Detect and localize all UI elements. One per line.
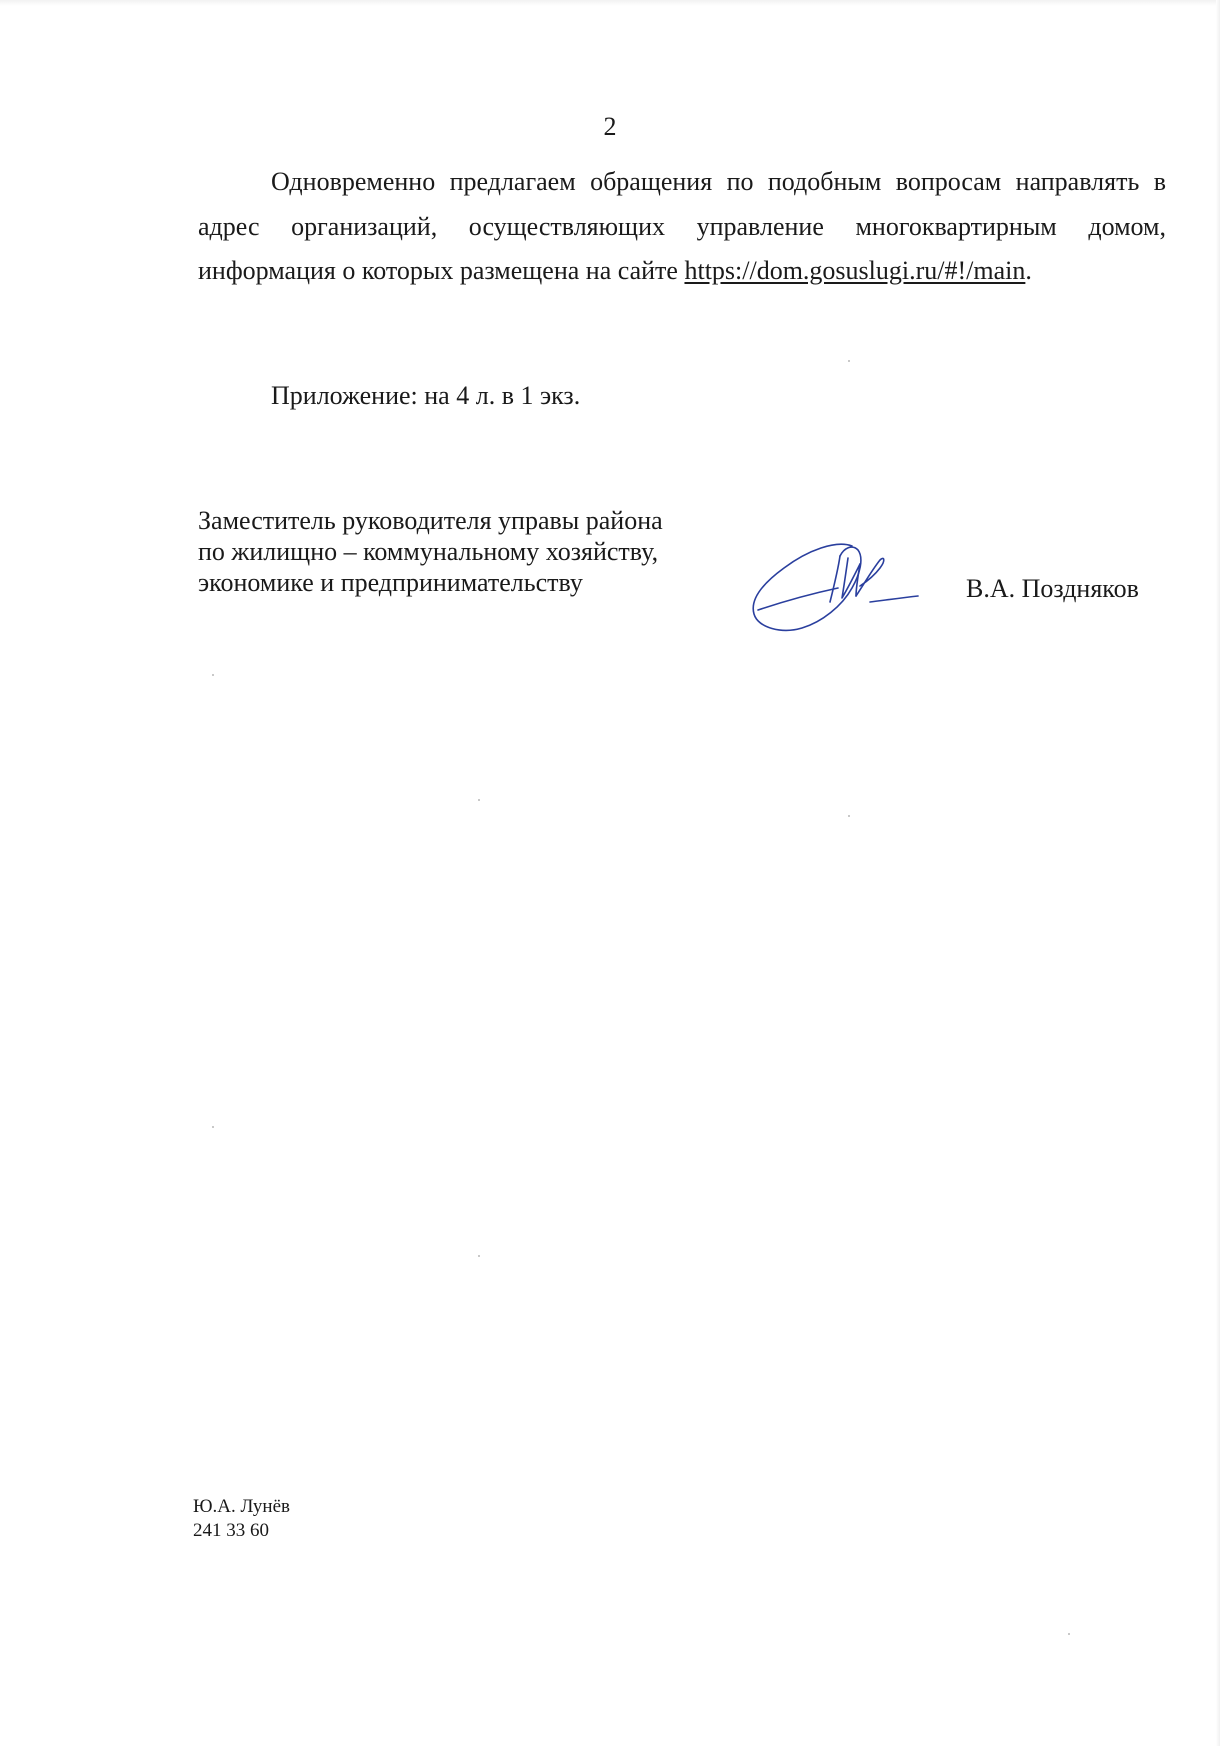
signature-icon [748,540,928,640]
executor-info [193,1495,290,1543]
scan-speck [478,799,480,801]
signer-title-line: Заместитель руководителя управы района [198,506,663,535]
signer-name: В.А. Поздняков [966,574,1139,603]
signer-title [198,505,663,598]
paragraph-text: Одновременно предлагаем обращения по подобным вопросам направлять в адрес организаций, осуществляющих управление многоквартирным домом, информация о которых размещена на сайте [198,167,1166,285]
signature-drawing [748,540,928,640]
scan-speck [212,674,214,676]
signer-title-line: по жилищно – коммунальному хозяйству, [198,537,659,566]
scan-speck [212,1126,214,1128]
scan-speck [478,1255,480,1257]
executor-phone: 241 33 60 [193,1520,269,1541]
paragraph-ending: . [1025,256,1032,285]
gosuslugi-link[interactable]: https://dom.gosuslugi.ru/#!/main [684,256,1026,285]
body-paragraph [198,160,1166,294]
page-number: 2 [603,112,617,141]
scan-edge-top [0,0,1220,6]
executor-name: Ю.А. Лунёв [193,1496,290,1517]
scan-speck [1068,1633,1070,1635]
signer-title-line: экономике и предпринимательству [198,568,583,597]
scan-speck [848,360,850,362]
scan-speck [848,815,850,817]
attachment-note: Приложение: на 4 л. в 1 экз. [271,381,581,410]
scan-edge-right [1216,0,1220,1746]
